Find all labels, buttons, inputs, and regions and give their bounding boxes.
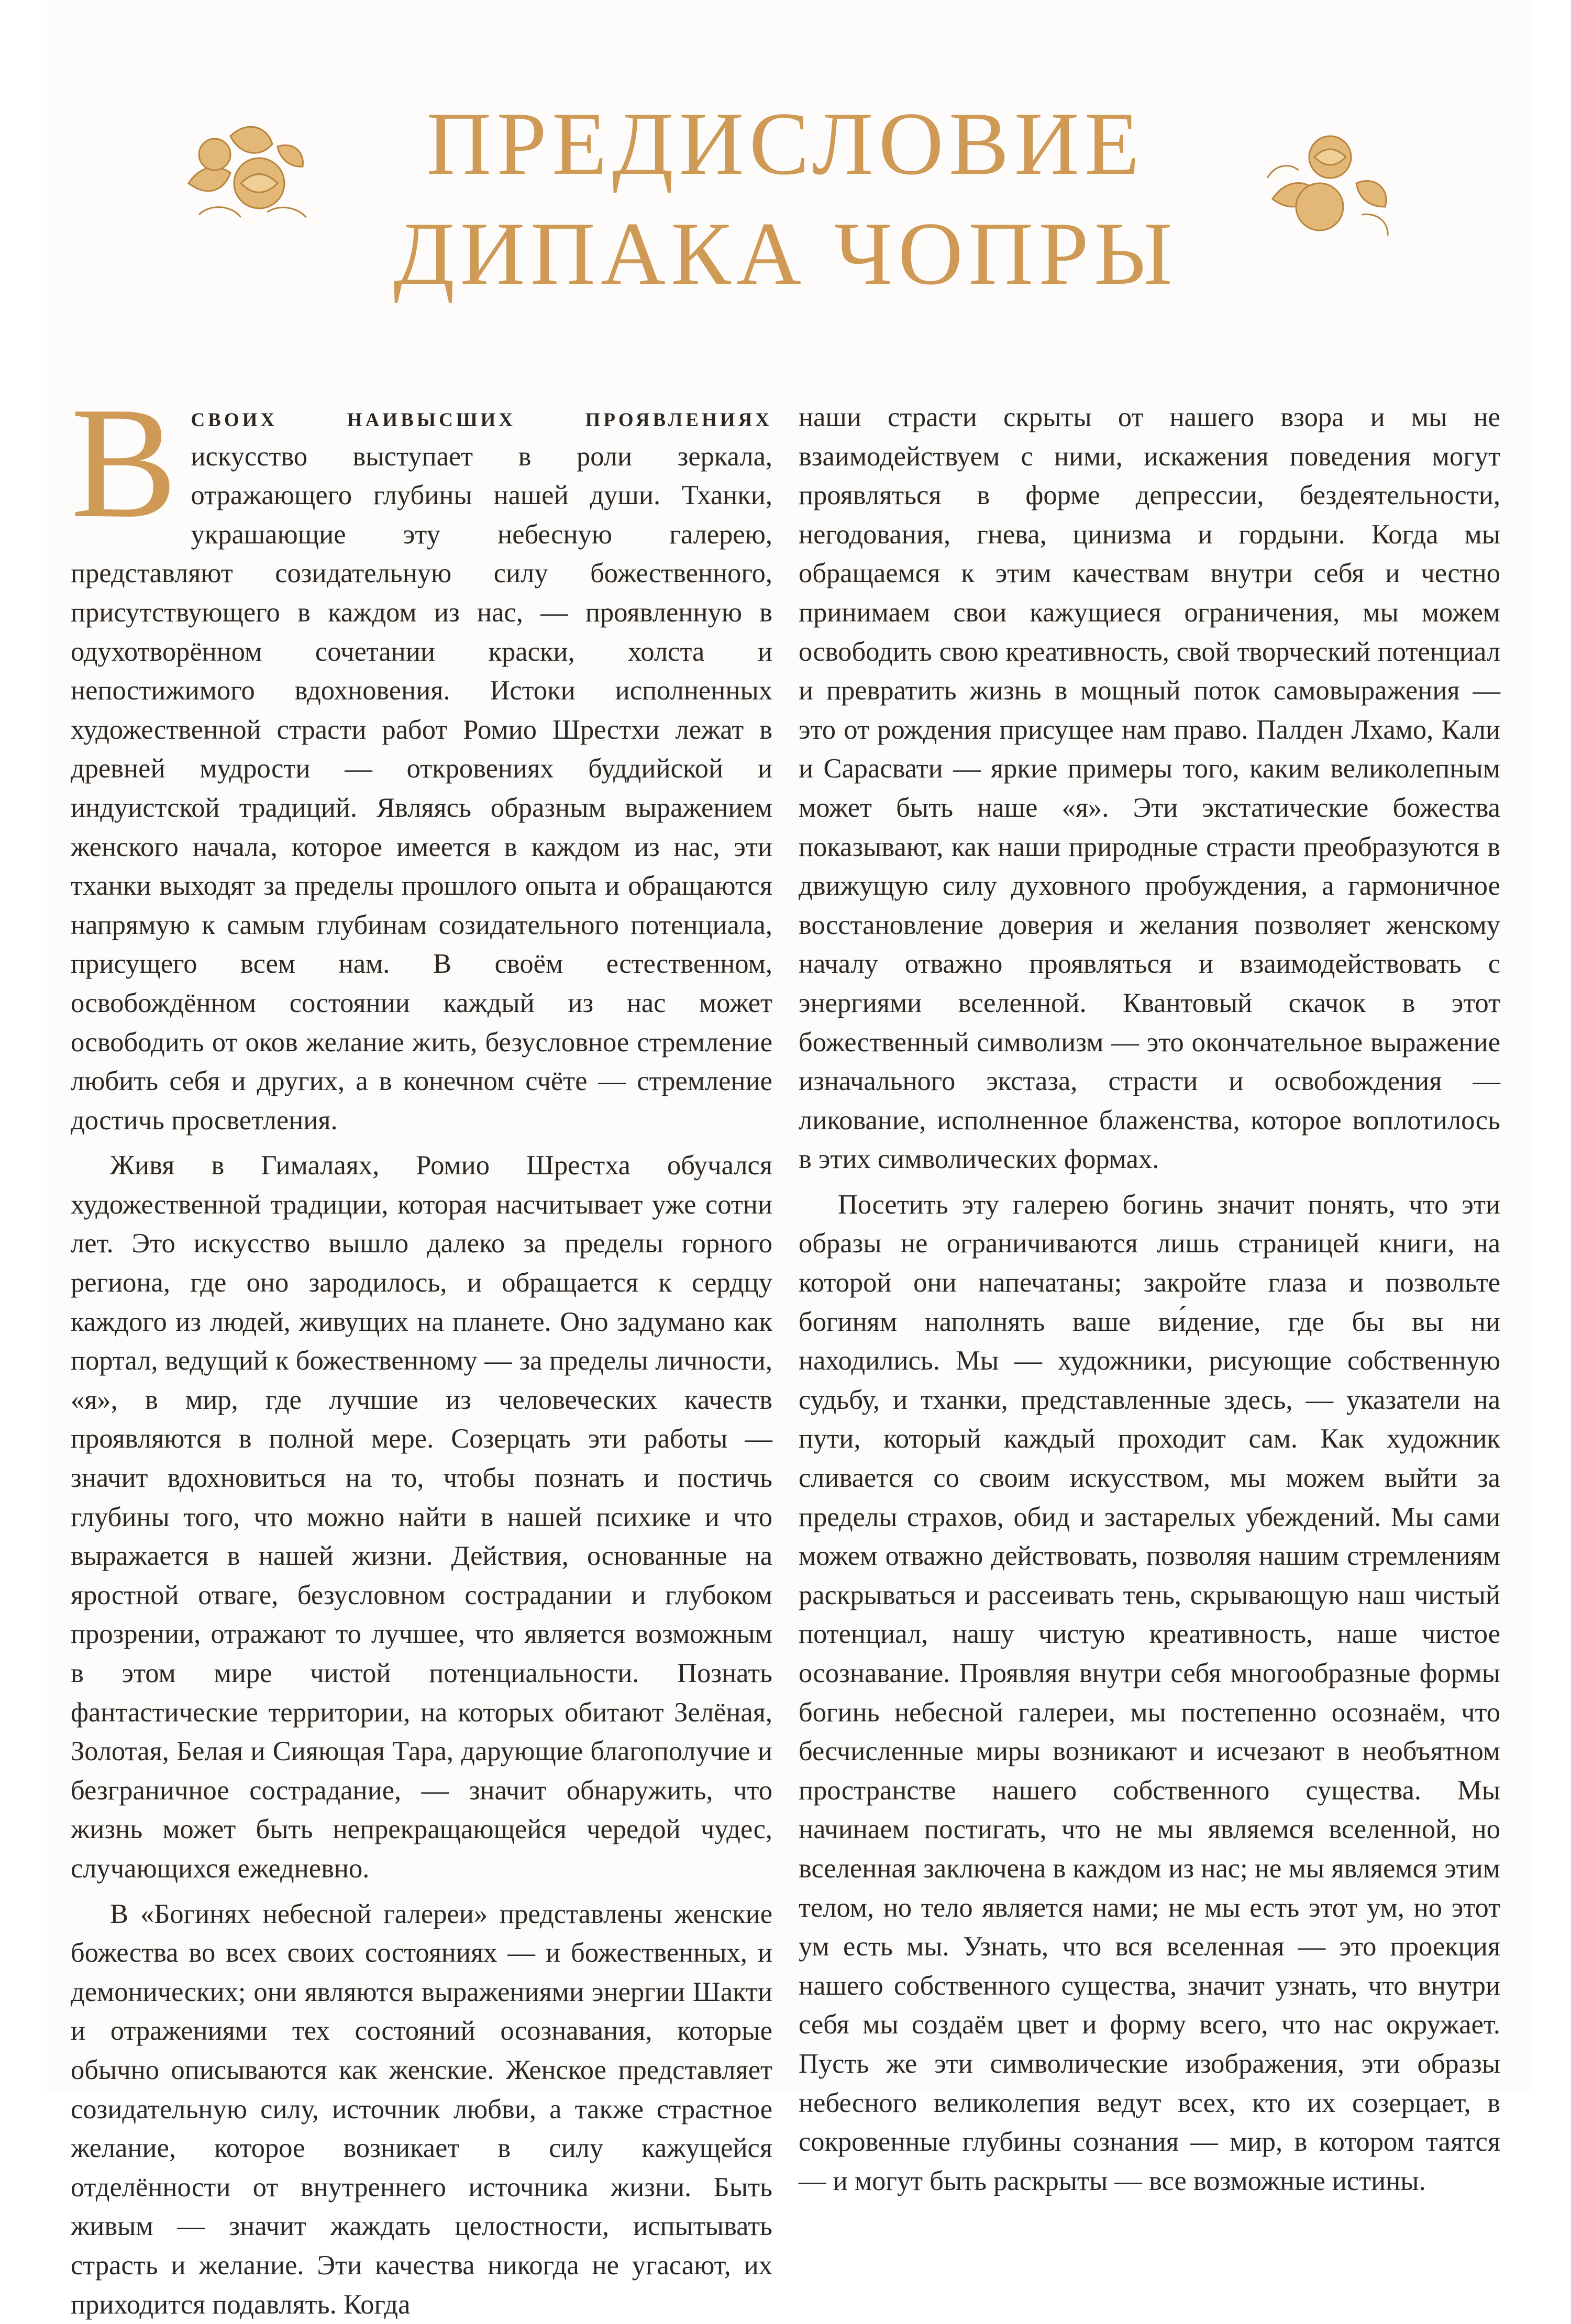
text-column-right xyxy=(799,398,1500,2200)
paragraph: Живя в Гималаях, Ромио Шрестха обучался художественной традиции, которая насчитывает уже сотни лет. Это искусство вышло далеко за пределы горного региона, где оно зародилось, и обращается к сердцу каждого из людей, живущих на планете. Оно задумано как портал, ведущий к божественному — за пределы личности, «я», в мир, где лучшие из человеческих качеств проявляются в полной мере. Созерцать эти работы — значит вдохновиться на то, чтобы познать и постичь глубины того, что можно найти в нашей психике и что выражается в нашей жизни. Действия, основанные на яростной отваге, безусловном сострадании и глубоком прозрении, отражают то лучшее, что является возможным в этом мире чистой потенциальности. Познать фантастические территории, на которых обитают Зелёная, Золотая, Белая и Сияющая Тара, дарующие благополучие и безграничное сострадание, — значит обнаружить, что жизнь может быть непрекращающейся чередой чудес, случающихся ежедневно. xyxy=(71,1150,772,1884)
text-column-left xyxy=(71,374,772,2324)
title-line-2: ДИПАКА ЧОПРЫ xyxy=(393,204,1178,304)
lead-in: своих наивысших проявлениях xyxy=(191,402,772,432)
paragraph-text: искусство выступает в роли зеркала, отражающего глубины нашей души. Тханки, украшающие эту небесную галерею, представляют созидательную силу божественного, присутствующего в каждом из нас, — проявленную в одухотворённом сочетании краски, холста и непостижимого вдохновения. Истоки исполненных художественной страсти работ Ромио Шрестхи лежат в древней мудрости — откровениях буддийской и индуистской традиций. Являясь образным выражением женского начала, которое имеется в каждом из нас, эти тханки выходят за пределы прошлого опыта и обращаются напрямую к самым глубинам созидательного потенциала, присущего всем нам. В своём естественном, освобождённом состоянии каждый из нас может освободить от оков желание жить, безусловное стремление любить себя и других, а в конечном счёте — стремление достичь просветления. xyxy=(71,441,772,1136)
paragraph: В «Богинях небесной галереи» представлены женские божества во всех своих состояниях — и божественных, и демонических; они являются выражениями энергии Шакти и отражениями тех состояний осознавания, которые обычно описываются как женские. Женское представляет созидательную силу, источник любви, а также страстное желание, которое возникает в силу кажущейся отделённости от внутреннего источника жизни. Быть живым — значит жаждать целостности, испытывать страсть и желание. Эти качества никогда не угасают, их приходится подавлять. Когда xyxy=(71,1898,772,2320)
page-title xyxy=(0,89,1571,309)
title-line-1: ПРЕДИСЛОВИЕ xyxy=(426,94,1145,194)
paragraph: наши страсти скрыты от нашего взора и мы не взаимодействуем с ними, искажения поведения могут проявляться в форме депрессии, бездеятельности, негодования, гнева, цинизма и гордыни. Когда мы обращаемся к этим качествам внутри себя и честно принимаем свои кажущиеся ограничения, мы можем освободить свою креативность, свой творческий потенциал и превратить жизнь в мощный поток самовыражения — это от рождения присущее нам право. Палден Лхамо, Кали и Сарасвати — яркие примеры того, каким великолепным может быть наше «я». Эти экстатические божества показывают, как наши природные страсти преобразуются в движущую силу духовного пробуждения, а гармоничное восстановление доверия и желания позволяет женскому началу отважно проявляться и взаимодействовать с энергиями вселенной. Квантовый скачок в этот божественный символизм — это окончательное выражение изначального экстаза, страсти и освобождения — ликование, исполненное блаженства, которое воплотилось в этих символических формах. xyxy=(799,402,1500,1175)
drop-cap: В xyxy=(71,374,178,551)
paragraph xyxy=(71,374,772,1140)
paragraph: Посетить эту галерею богинь значит понять, что эти образы не ограничиваются лишь страницей книги, на которой они напечатаны; закройте глаза и позвольте богиням наполнять ваше ви́дение, где бы вы ни находились. Мы — художники, рисующие собственную судьбу, и тханки, представленные здесь, — указатели на пути, который каждый проходит сам. Как художник сливается со своим искусством, мы можем выйти за пределы страхов, обид и застарелых убеждений. Мы сами можем отважно действовать, позволяя нашим стремлениям раскрываться и рассеивать тень, скрывающую наш чистый потенциал, нашу чистую креативность, наше чистое осознавание. Проявляя внутри себя многообразные формы богинь небесной галереи, мы постепенно осознаём, что бесчисленные миры возникают и исчезают в необъятном пространстве нашего собственного существа. Мы начинаем постигать, что не мы являемся вселенной, но вселенная заключена в каждом из нас; не мы являемся этим телом, но тело является нами; не мы есть этот ум, но этот ум есть мы. Узнать, что вся вселенная — это проекция нашего собственного существа, значит узнать, что внутри себя мы создаём цвет и форму всего, что нас окружает. Пусть же эти символические изображения, эти образы небесного великолепия ведут всех, кто их созерцает, в сокровенные глубины сознания — мир, в котором таятся — и могут быть раскрыты — все возможные истины. xyxy=(799,1189,1500,2196)
